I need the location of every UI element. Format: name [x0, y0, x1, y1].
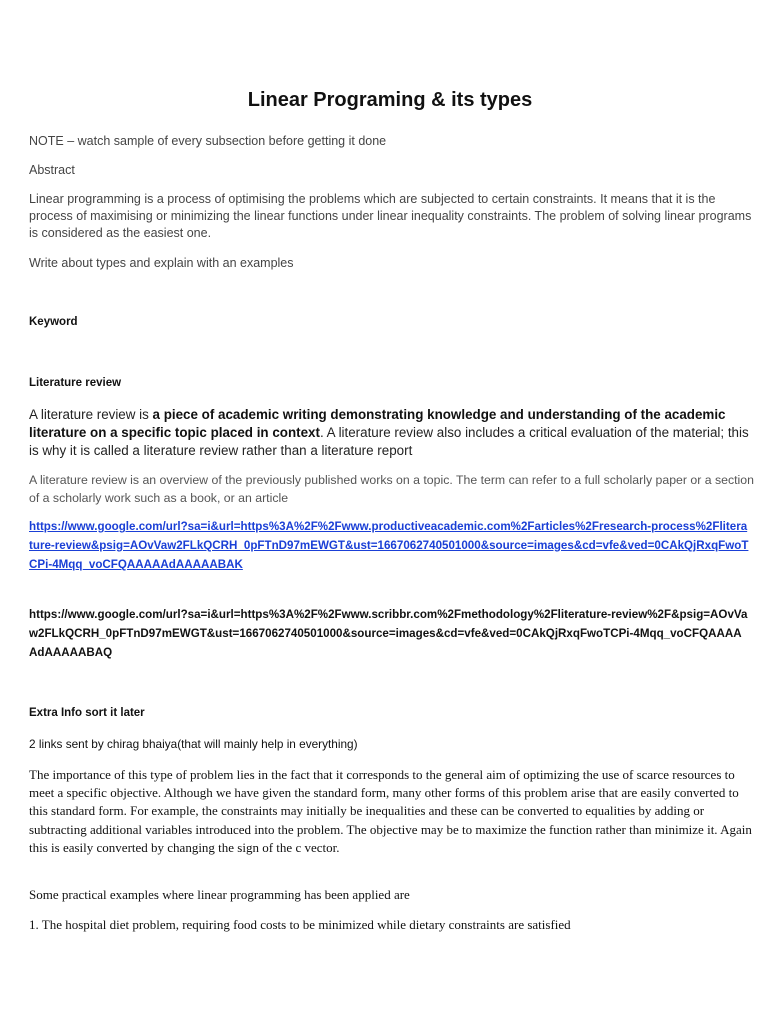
example-item-1: 1. The hospital diet problem, requiring food costs to be minimized while dietary constraints are satisfied — [29, 917, 571, 932]
extra-info-heading: Extra Info sort it later — [29, 707, 145, 719]
types-prompt: Write about types and explain with an examples — [29, 256, 294, 270]
importance-paragraph: The importance of this type of problem lies in the fact that it corresponds to the general aim of optimizing the use of scarce resources to meet a specific objective. Although we have given the standard form, many other forms of this problem arise that are easily converted to this standard form. For example, the constraints may initially be inequalities and these can be converted to equalities by adding or subtracting additional variables introduced into the problem. The objective may be to maximize the function rather than minimize it. Again this is easily converted by changing the sign of the c vector. — [29, 767, 752, 855]
literature-definition-suffix: . A literature review also includes a critical evaluation of the material; this is why it is called a literature review rather than a literature report — [29, 425, 749, 458]
keyword-heading: Keyword — [29, 316, 78, 328]
productiveacademic-link[interactable]: https://www.google.com/url?sa=i&url=https%3A%2F%2Fwww.productiveacademic.com%2Farticles%2Fresearch-process%2Fliterature-review&psig=AOvVaw2FLkQCRH_0pFTnD97mEWGT&ust=1667062740501000&source=images&cd=vfe&ved=0CAkQjRxqFwoTCPi-4Mqq_voCFQAAAAAdAAAAABAK — [29, 520, 749, 571]
literature-overview: A literature review is an overview of the previously published works on a topic. The term can refer to a full scholarly paper or a section of a scholarly work such as a book, or an article — [29, 473, 754, 505]
note-text: NOTE – watch sample of every subsection before getting it done — [29, 134, 387, 148]
abstract-heading: Abstract — [29, 163, 75, 177]
document-title: Linear Programing & its types — [247, 89, 533, 111]
links-note: 2 links sent by chirag bhaiya(that will mainly help in everything) — [29, 737, 358, 751]
literature-definition-prefix: A literature review is — [29, 407, 153, 422]
literature-review-heading: Literature review — [29, 377, 122, 389]
examples-intro: Some practical examples where linear programming has been applied are — [29, 887, 410, 902]
literature-definition — [29, 406, 754, 460]
literature-definition-bold: a piece of academic writing demonstrating knowledge and understanding of the academic literature on a specific topic placed in context — [29, 407, 726, 440]
abstract-paragraph: Linear programming is a process of optimising the problems which are subjected to certain constraints. It means that it is the process of maximising or minimizing the linear functions under linear inequality constraints. The problem of solving linear programs is considered as the easiest one. — [29, 192, 752, 240]
scribbr-link: https://www.google.com/url?sa=i&url=https%3A%2F%2Fwww.scribbr.com%2Fmethodology%2Fliterature-review%2F&psig=AOvVaw2FLkQCRH_0pFTnD97mEWGT&ust=1667062740501000&source=images&cd=vfe&ved=0CAkQjRxqFwoTCPi-4Mqq_voCFQAAAAAdAAAAABAQ — [29, 608, 748, 659]
